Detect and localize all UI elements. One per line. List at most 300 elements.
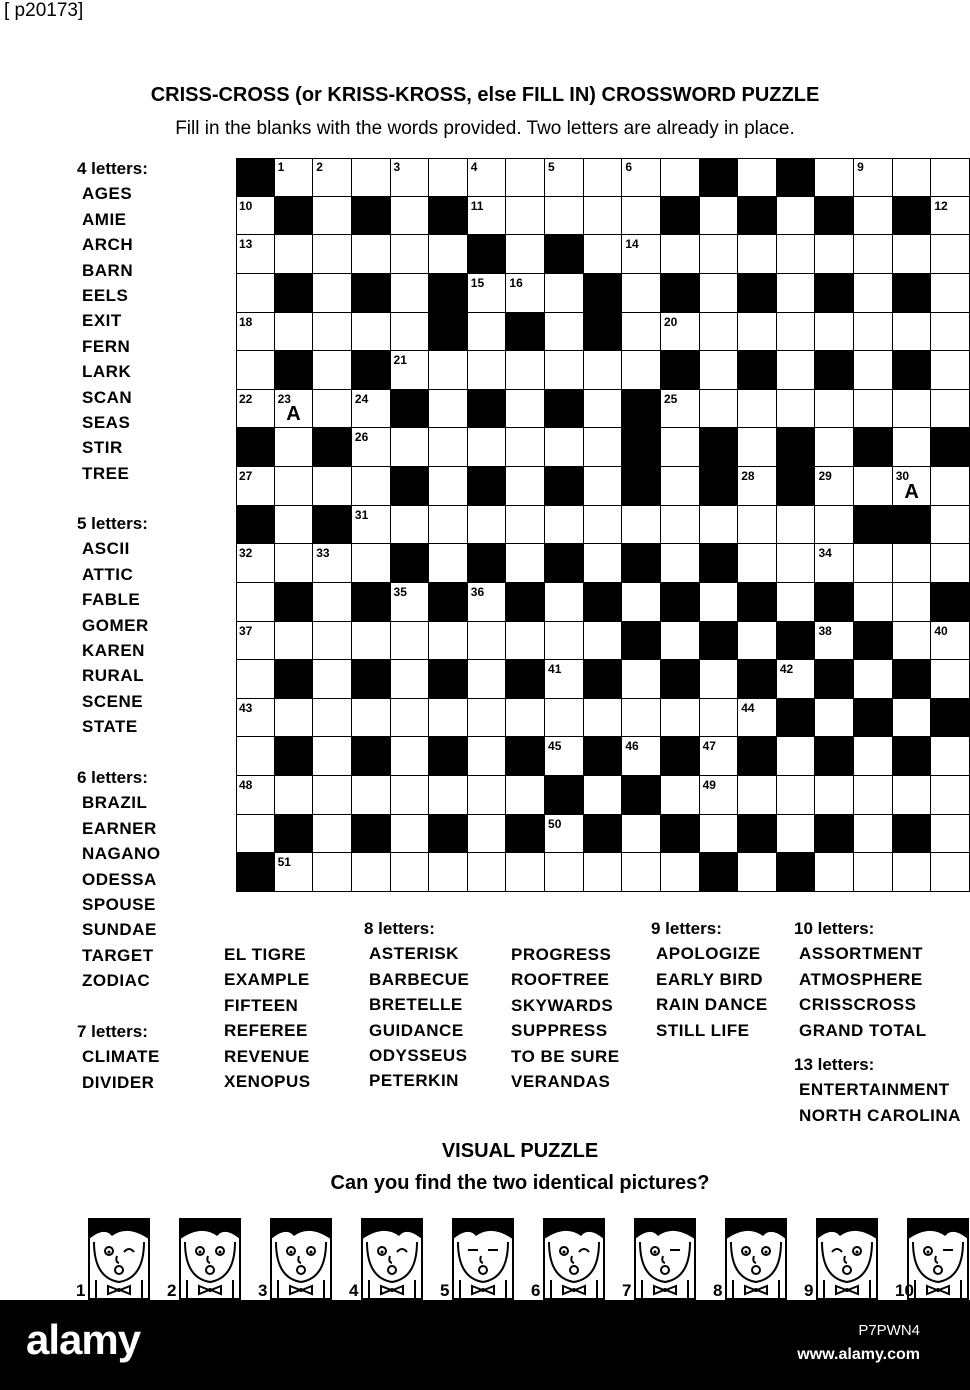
grid-cell[interactable] <box>893 428 932 467</box>
grid-cell[interactable] <box>313 390 352 429</box>
grid-cell[interactable] <box>777 544 816 583</box>
grid-cell[interactable] <box>815 313 854 352</box>
grid-cell[interactable] <box>738 313 777 352</box>
grid-cell[interactable] <box>738 467 777 506</box>
grid-cell[interactable] <box>931 274 970 313</box>
grid-block <box>352 197 391 236</box>
grid-cell[interactable] <box>777 351 816 390</box>
grid-cell[interactable] <box>236 235 275 274</box>
grid-cell[interactable] <box>815 776 854 815</box>
grid-cell[interactable] <box>661 776 700 815</box>
grid-cell[interactable] <box>391 506 430 545</box>
grid-cell[interactable] <box>622 737 661 776</box>
grid-block <box>622 428 661 467</box>
grid-cell[interactable] <box>352 506 391 545</box>
grid-cell[interactable] <box>275 506 314 545</box>
grid-block <box>506 737 545 776</box>
grid-cell[interactable] <box>777 506 816 545</box>
cell-number: 8 <box>779 160 787 174</box>
grid-cell[interactable] <box>661 699 700 738</box>
grid-cell[interactable] <box>893 622 932 661</box>
grid-cell[interactable] <box>815 506 854 545</box>
cell-number: 42 <box>779 662 794 677</box>
grid-cell[interactable] <box>700 390 739 429</box>
grid-cell[interactable] <box>893 313 932 352</box>
word-list-item: REFEREE <box>224 1021 308 1041</box>
grid-cell[interactable] <box>236 660 275 699</box>
cell-number: 4 <box>470 160 478 174</box>
grid-cell[interactable] <box>313 544 352 583</box>
grid-cell[interactable] <box>352 699 391 738</box>
grid-cell[interactable] <box>236 390 275 429</box>
grid-cell[interactable] <box>700 506 739 545</box>
grid-block <box>468 390 507 429</box>
grid-cell[interactable] <box>661 313 700 352</box>
grid-cell[interactable] <box>352 544 391 583</box>
grid-cell[interactable] <box>584 699 623 738</box>
grid-cell[interactable] <box>429 428 468 467</box>
grid-cell[interactable] <box>738 428 777 467</box>
grid-cell[interactable] <box>313 660 352 699</box>
grid-cell[interactable] <box>854 158 893 197</box>
grid-cell[interactable] <box>854 197 893 236</box>
grid-cell[interactable] <box>391 699 430 738</box>
grid-cell[interactable] <box>777 660 816 699</box>
grid-cell[interactable] <box>815 390 854 429</box>
grid-cell[interactable] <box>931 390 970 429</box>
grid-cell[interactable] <box>622 853 661 892</box>
grid-cell[interactable] <box>622 506 661 545</box>
grid-cell[interactable] <box>468 274 507 313</box>
grid-cell[interactable] <box>391 158 430 197</box>
word-list-item: APOLOGIZE <box>656 944 761 964</box>
grid-cell[interactable] <box>275 622 314 661</box>
grid-cell[interactable] <box>622 274 661 313</box>
grid-cell[interactable] <box>506 235 545 274</box>
grid-cell[interactable] <box>313 467 352 506</box>
grid-cell[interactable] <box>391 776 430 815</box>
grid-cell[interactable] <box>468 622 507 661</box>
grid-block <box>661 815 700 854</box>
grid-cell[interactable] <box>391 313 430 352</box>
grid-cell[interactable] <box>313 351 352 390</box>
grid-cell[interactable] <box>815 428 854 467</box>
grid-cell[interactable] <box>584 544 623 583</box>
grid-cell[interactable] <box>236 313 275 352</box>
grid-cell[interactable] <box>391 737 430 776</box>
grid-cell[interactable] <box>391 235 430 274</box>
grid-cell[interactable] <box>506 776 545 815</box>
grid-cell[interactable] <box>738 506 777 545</box>
grid-cell[interactable] <box>661 544 700 583</box>
grid-cell[interactable] <box>313 313 352 352</box>
grid-cell[interactable] <box>545 506 584 545</box>
grid-cell[interactable] <box>815 235 854 274</box>
grid-cell[interactable] <box>236 776 275 815</box>
grid-cell[interactable] <box>313 737 352 776</box>
grid-cell[interactable] <box>391 351 430 390</box>
grid-cell[interactable] <box>545 660 584 699</box>
face-picture[interactable] <box>270 1218 332 1300</box>
grid-block <box>893 737 932 776</box>
grid-cell[interactable] <box>777 235 816 274</box>
word-list-item: EARNER <box>82 818 157 838</box>
word-list <box>219 942 311 1094</box>
word-list-item: EXIT <box>82 311 122 331</box>
grid-cell[interactable] <box>275 853 314 892</box>
grid-cell[interactable] <box>506 544 545 583</box>
grid-block <box>738 583 777 622</box>
face-picture[interactable] <box>452 1218 514 1300</box>
grid-cell[interactable] <box>391 853 430 892</box>
grid-cell[interactable] <box>931 853 970 892</box>
grid-block <box>777 622 816 661</box>
grid-cell[interactable] <box>545 197 584 236</box>
grid-cell[interactable] <box>468 428 507 467</box>
grid-block <box>275 815 314 854</box>
face-picture[interactable] <box>907 1218 969 1300</box>
grid-cell[interactable] <box>738 158 777 197</box>
grid-block <box>777 428 816 467</box>
grid-cell[interactable] <box>700 699 739 738</box>
grid-cell[interactable] <box>236 351 275 390</box>
grid-cell[interactable] <box>661 428 700 467</box>
grid-cell[interactable] <box>893 235 932 274</box>
grid-block <box>738 274 777 313</box>
grid-cell[interactable] <box>429 351 468 390</box>
grid-cell[interactable] <box>352 853 391 892</box>
grid-cell[interactable] <box>313 158 352 197</box>
grid-cell[interactable] <box>429 699 468 738</box>
grid-cell[interactable] <box>893 544 932 583</box>
grid-cell[interactable] <box>584 158 623 197</box>
grid-cell[interactable] <box>931 815 970 854</box>
grid-cell[interactable] <box>738 390 777 429</box>
grid-cell[interactable] <box>429 467 468 506</box>
grid-cell[interactable] <box>545 158 584 197</box>
grid-cell[interactable] <box>236 815 275 854</box>
grid-cell[interactable] <box>584 506 623 545</box>
grid-cell[interactable] <box>893 467 932 506</box>
grid-cell[interactable] <box>391 274 430 313</box>
grid-cell[interactable] <box>622 351 661 390</box>
grid-cell[interactable] <box>506 699 545 738</box>
face-picture[interactable] <box>634 1218 696 1300</box>
grid-cell[interactable] <box>468 699 507 738</box>
grid-cell[interactable] <box>545 274 584 313</box>
grid-cell[interactable] <box>854 351 893 390</box>
grid-cell[interactable] <box>777 776 816 815</box>
grid-cell[interactable] <box>275 699 314 738</box>
grid-cell[interactable] <box>352 313 391 352</box>
grid-cell[interactable] <box>738 853 777 892</box>
grid-cell[interactable] <box>815 158 854 197</box>
grid-cell[interactable] <box>931 467 970 506</box>
grid-cell[interactable] <box>468 660 507 699</box>
grid-cell[interactable] <box>236 544 275 583</box>
grid-cell[interactable] <box>893 853 932 892</box>
grid-cell[interactable] <box>815 544 854 583</box>
grid-cell[interactable] <box>429 235 468 274</box>
grid-cell[interactable] <box>700 351 739 390</box>
grid-cell[interactable] <box>931 351 970 390</box>
word-group-4-letters <box>77 156 148 486</box>
grid-cell[interactable] <box>236 737 275 776</box>
grid-cell[interactable] <box>352 390 391 429</box>
grid-cell[interactable] <box>815 622 854 661</box>
face-picture[interactable] <box>179 1218 241 1300</box>
grid-block <box>854 506 893 545</box>
grid-cell[interactable] <box>468 583 507 622</box>
grid-cell[interactable] <box>622 197 661 236</box>
grid-block <box>545 467 584 506</box>
grid-cell[interactable] <box>545 699 584 738</box>
grid-cell[interactable] <box>506 274 545 313</box>
word-list <box>364 941 469 1093</box>
grid-cell[interactable] <box>545 313 584 352</box>
grid-cell[interactable] <box>931 776 970 815</box>
grid-cell[interactable] <box>429 853 468 892</box>
grid-cell[interactable] <box>854 544 893 583</box>
grid-cell[interactable] <box>854 390 893 429</box>
grid-cell[interactable] <box>622 583 661 622</box>
grid-cell[interactable] <box>391 428 430 467</box>
grid-cell[interactable] <box>584 467 623 506</box>
grid-cell[interactable] <box>931 544 970 583</box>
grid-cell[interactable] <box>700 660 739 699</box>
grid-cell[interactable] <box>429 544 468 583</box>
grid-cell[interactable] <box>777 197 816 236</box>
grid-cell[interactable] <box>931 660 970 699</box>
grid-cell[interactable] <box>429 158 468 197</box>
grid-cell[interactable] <box>622 699 661 738</box>
grid-block <box>661 660 700 699</box>
grid-cell[interactable] <box>584 776 623 815</box>
grid-cell[interactable] <box>429 390 468 429</box>
grid-cell[interactable] <box>275 544 314 583</box>
grid-cell[interactable] <box>468 815 507 854</box>
grid-cell[interactable] <box>352 622 391 661</box>
grid-cell[interactable] <box>506 390 545 429</box>
grid-cell[interactable] <box>275 313 314 352</box>
grid-cell[interactable] <box>584 351 623 390</box>
grid-cell[interactable] <box>854 313 893 352</box>
grid-cell[interactable] <box>391 660 430 699</box>
grid-cell[interactable] <box>815 467 854 506</box>
grid-cell[interactable] <box>700 776 739 815</box>
face-picture[interactable] <box>361 1218 423 1300</box>
grid-cell[interactable] <box>700 235 739 274</box>
grid-cell[interactable] <box>313 853 352 892</box>
grid-cell[interactable] <box>468 853 507 892</box>
grid-cell[interactable] <box>275 467 314 506</box>
grid-cell[interactable] <box>700 274 739 313</box>
grid-cell[interactable] <box>352 158 391 197</box>
grid-cell[interactable] <box>854 737 893 776</box>
grid-cell[interactable] <box>275 390 314 429</box>
grid-cell[interactable] <box>429 506 468 545</box>
grid-cell[interactable] <box>545 737 584 776</box>
grid-cell[interactable] <box>545 853 584 892</box>
word-list-item: TARGET <box>82 945 154 965</box>
grid-cell[interactable] <box>931 158 970 197</box>
grid-cell[interactable] <box>700 583 739 622</box>
grid-cell[interactable] <box>429 622 468 661</box>
grid-cell[interactable] <box>777 737 816 776</box>
grid-cell[interactable] <box>854 660 893 699</box>
grid-cell[interactable] <box>622 158 661 197</box>
grid-cell[interactable] <box>777 274 816 313</box>
grid-cell[interactable] <box>854 235 893 274</box>
grid-cell[interactable] <box>275 776 314 815</box>
face-picture[interactable] <box>725 1218 787 1300</box>
grid-cell[interactable] <box>391 197 430 236</box>
grid-cell[interactable] <box>893 776 932 815</box>
grid-cell[interactable] <box>584 197 623 236</box>
grid-cell[interactable] <box>313 583 352 622</box>
face-picture[interactable] <box>543 1218 605 1300</box>
visual-puzzle-question: Can you find the two identical pictures? <box>330 1172 710 1194</box>
grid-block <box>777 699 816 738</box>
grid-cell[interactable] <box>391 815 430 854</box>
grid-cell[interactable] <box>313 699 352 738</box>
grid-cell[interactable] <box>468 737 507 776</box>
grid-cell[interactable] <box>738 544 777 583</box>
grid-cell[interactable] <box>931 506 970 545</box>
grid-cell[interactable] <box>622 313 661 352</box>
grid-cell[interactable] <box>738 699 777 738</box>
grid-cell[interactable] <box>313 776 352 815</box>
grid-cell[interactable] <box>854 815 893 854</box>
grid-cell[interactable] <box>429 776 468 815</box>
grid-cell[interactable] <box>622 660 661 699</box>
grid-cell[interactable] <box>468 776 507 815</box>
grid-cell[interactable] <box>854 274 893 313</box>
grid-cell[interactable] <box>236 583 275 622</box>
grid-cell[interactable] <box>275 428 314 467</box>
grid-cell[interactable] <box>506 197 545 236</box>
grid-cell[interactable] <box>236 274 275 313</box>
grid-cell[interactable] <box>352 776 391 815</box>
grid-cell[interactable] <box>313 197 352 236</box>
grid-cell[interactable] <box>236 622 275 661</box>
grid-cell[interactable] <box>506 622 545 661</box>
grid-cell[interactable] <box>313 622 352 661</box>
grid-cell[interactable] <box>584 390 623 429</box>
grid-cell[interactable] <box>313 235 352 274</box>
grid-cell[interactable] <box>352 235 391 274</box>
grid-cell[interactable] <box>468 351 507 390</box>
grid-cell[interactable] <box>661 506 700 545</box>
grid-cell[interactable] <box>700 815 739 854</box>
grid-cell[interactable] <box>738 235 777 274</box>
grid-cell[interactable] <box>661 390 700 429</box>
grid-cell[interactable] <box>854 583 893 622</box>
grid-cell[interactable] <box>777 390 816 429</box>
grid-cell[interactable] <box>893 158 932 197</box>
grid-cell[interactable] <box>815 699 854 738</box>
grid-cell[interactable] <box>545 583 584 622</box>
grid-block <box>391 390 430 429</box>
grid-cell[interactable] <box>545 622 584 661</box>
grid-cell[interactable] <box>777 583 816 622</box>
grid-cell[interactable] <box>584 622 623 661</box>
grid-cell[interactable] <box>931 313 970 352</box>
grid-cell[interactable] <box>815 853 854 892</box>
grid-cell[interactable] <box>236 467 275 506</box>
grid-cell[interactable] <box>506 853 545 892</box>
grid-cell[interactable] <box>506 506 545 545</box>
grid-cell[interactable] <box>275 235 314 274</box>
face-picture[interactable] <box>816 1218 878 1300</box>
grid-cell[interactable] <box>468 506 507 545</box>
grid-cell[interactable] <box>236 699 275 738</box>
grid-cell[interactable] <box>931 737 970 776</box>
grid-cell[interactable] <box>661 622 700 661</box>
grid-cell[interactable] <box>506 428 545 467</box>
grid-cell[interactable] <box>391 622 430 661</box>
grid-cell[interactable] <box>700 197 739 236</box>
grid-cell[interactable] <box>506 467 545 506</box>
grid-cell[interactable] <box>468 313 507 352</box>
cell-number: 21 <box>393 353 407 368</box>
grid-cell[interactable] <box>893 699 932 738</box>
grid-cell[interactable] <box>777 313 816 352</box>
grid-cell[interactable] <box>584 235 623 274</box>
grid-cell[interactable] <box>313 815 352 854</box>
grid-cell[interactable] <box>506 158 545 197</box>
grid-cell[interactable] <box>584 853 623 892</box>
cell-number: 50 <box>548 816 562 831</box>
grid-cell[interactable] <box>545 428 584 467</box>
grid-cell[interactable] <box>893 583 932 622</box>
face-picture[interactable] <box>88 1218 150 1300</box>
grid-cell[interactable] <box>854 853 893 892</box>
grid-cell[interactable] <box>545 815 584 854</box>
grid-cell[interactable] <box>468 197 507 236</box>
grid-cell[interactable] <box>468 158 507 197</box>
grid-cell[interactable] <box>854 467 893 506</box>
grid-cell[interactable] <box>661 853 700 892</box>
grid-cell[interactable] <box>352 428 391 467</box>
grid-cell[interactable] <box>854 776 893 815</box>
grid-cell[interactable] <box>313 274 352 313</box>
word-list-item: GRAND TOTAL <box>799 1020 927 1040</box>
word-list-item: SCAN <box>82 387 133 407</box>
grid-cell[interactable] <box>700 313 739 352</box>
grid-cell[interactable] <box>236 197 275 236</box>
grid-cell[interactable] <box>661 235 700 274</box>
grid-cell[interactable] <box>777 815 816 854</box>
grid-cell[interactable] <box>391 583 430 622</box>
grid-cell[interactable] <box>584 428 623 467</box>
grid-cell[interactable] <box>661 467 700 506</box>
grid-cell[interactable] <box>506 351 545 390</box>
grid-cell[interactable] <box>738 776 777 815</box>
grid-cell[interactable] <box>275 158 314 197</box>
grid-cell[interactable] <box>893 390 932 429</box>
grid-cell[interactable] <box>931 622 970 661</box>
grid-cell[interactable] <box>352 467 391 506</box>
grid-cell[interactable] <box>738 622 777 661</box>
grid-cell[interactable] <box>622 235 661 274</box>
grid-cell[interactable] <box>700 737 739 776</box>
grid-cell[interactable] <box>622 815 661 854</box>
grid-cell[interactable] <box>931 235 970 274</box>
grid-cell[interactable] <box>545 351 584 390</box>
grid-cell[interactable] <box>661 158 700 197</box>
grid-cell[interactable] <box>931 197 970 236</box>
